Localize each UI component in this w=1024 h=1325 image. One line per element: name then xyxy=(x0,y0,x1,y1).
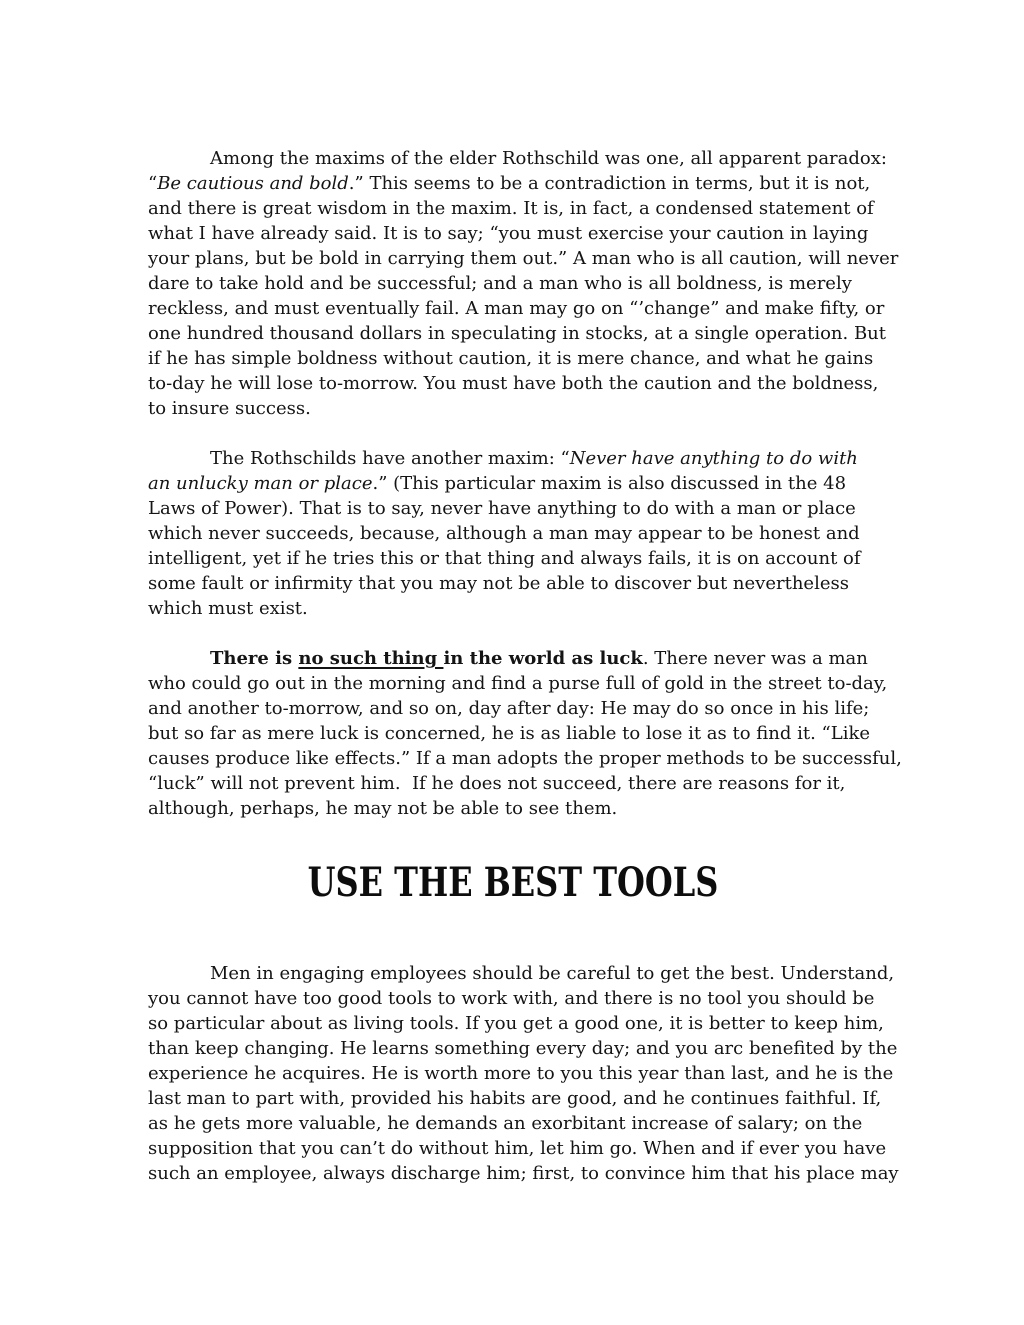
text-run: dare to take hold and be successful; and a man who is all boldness, is merely xyxy=(148,273,852,294)
text-line xyxy=(148,596,878,621)
text-run: Among the maxims of the elder Rothschild was one, all apparent paradox: xyxy=(210,148,887,169)
text-line xyxy=(148,1111,878,1136)
text-run: . There never was a man xyxy=(642,648,868,669)
text-run: which must exist. xyxy=(148,598,308,619)
text-line xyxy=(148,171,878,196)
text-run: so particular about as living tools. If you get a good one, it is better to keep him, xyxy=(148,1013,884,1034)
text-line xyxy=(148,271,878,296)
text-line xyxy=(148,961,895,986)
text-line xyxy=(148,321,886,346)
text-line xyxy=(148,746,902,771)
text-line xyxy=(148,986,878,1011)
text-run: your plans, but be bold in carrying them out.” A man who is all caution, will never xyxy=(148,248,899,269)
text-line xyxy=(148,646,878,671)
text-line xyxy=(148,521,878,546)
document-content xyxy=(148,146,902,1186)
text-line xyxy=(148,1011,884,1036)
text-line xyxy=(148,671,888,696)
text-run: There is xyxy=(210,648,299,669)
text-line xyxy=(148,246,899,271)
text-run: intelligent, yet if he tries this or that thing and always fails, it is on account of xyxy=(148,548,861,569)
text-line xyxy=(148,471,878,496)
text-run: no such thing xyxy=(298,648,444,669)
text-run: reckless, and must eventually fail. A man may go on “’change” and make fifty, or xyxy=(148,298,885,319)
text-run: Men in engaging employees should be careful to get the best. Understand, xyxy=(210,963,895,984)
text-run: .” This seems to be a contradiction in terms, but it is not, xyxy=(348,173,871,194)
text-line xyxy=(148,1161,899,1186)
text-line xyxy=(148,446,878,471)
text-run: in the world as luck xyxy=(443,648,643,669)
text-run: causes produce like effects.” If a man adopts the proper methods to be successful, xyxy=(148,748,902,769)
text-line xyxy=(148,721,878,746)
text-run: Laws of Power). That is to say, never have anything to do with a man or place xyxy=(148,498,856,519)
text-run: “luck” will not prevent him. If he does not succeed, there are reasons for it, xyxy=(148,773,846,794)
text-line xyxy=(148,146,887,171)
paragraph xyxy=(148,446,878,621)
text-run: some fault or infirmity that you may not be able to discover but nevertheless xyxy=(148,573,849,594)
text-run: as he gets more valuable, he demands an exorbitant increase of salary; on the xyxy=(148,1113,863,1134)
text-line xyxy=(148,296,885,321)
text-run: “ xyxy=(148,173,158,194)
text-run: to-day he will lose to-morrow. You must have both the caution and the boldness, xyxy=(148,373,879,394)
text-run: which never succeeds, because, although a man may appear to be honest and xyxy=(148,523,860,544)
text-line xyxy=(148,696,878,721)
text-run: but so far as mere luck is concerned, he is as liable to lose it as to find it. “Like xyxy=(148,723,871,744)
section-heading: USE THE BEST TOOLS xyxy=(307,859,719,906)
text-run: than keep changing. He learns something every day; and you arc benefited by the xyxy=(148,1038,898,1059)
text-run: one hundred thousand dollars in speculating in stocks, at a single operation. But xyxy=(148,323,886,344)
text-line xyxy=(148,1136,887,1161)
text-run: .” (This particular maxim is also discussed in the 48 xyxy=(372,473,847,494)
text-line xyxy=(148,196,878,221)
text-run: experience he acquires. He is worth more to you this year than last, and he is the xyxy=(148,1063,894,1084)
text-line xyxy=(148,1036,898,1061)
text-run: an unlucky man or place xyxy=(148,473,373,494)
text-line xyxy=(148,546,878,571)
text-line xyxy=(148,221,878,246)
paragraph xyxy=(148,146,899,421)
text-run: Never have anything to do with xyxy=(569,448,858,469)
text-line xyxy=(148,346,878,371)
text-run: last man to part with, provided his habits are good, and he continues faithful. If, xyxy=(148,1088,882,1109)
text-line xyxy=(148,1086,882,1111)
text-line xyxy=(148,371,878,396)
text-run: to insure success. xyxy=(148,398,311,419)
text-line xyxy=(148,796,878,821)
text-line xyxy=(148,496,878,521)
text-line xyxy=(148,771,878,796)
text-line xyxy=(148,571,878,596)
text-run: and another to-morrow, and so on, day after day: He may do so once in his life; xyxy=(148,698,870,719)
text-run: what I have already said. It is to say; “you must exercise your caution in laying xyxy=(148,223,869,244)
text-run: such an employee, always discharge him; first, to convince him that his place may xyxy=(148,1163,899,1184)
text-run: supposition that you can’t do without him, let him go. When and if ever you have xyxy=(148,1138,887,1159)
text-run: although, perhaps, he may not be able to see them. xyxy=(148,798,618,819)
text-run: and there is great wisdom in the maxim. It is, in fact, a condensed statement of xyxy=(148,198,874,219)
text-run: you cannot have too good tools to work with, and there is no tool you should be xyxy=(148,988,875,1009)
text-line xyxy=(148,1061,894,1086)
text-run: if he has simple boldness without caution, it is mere chance, and what he gains xyxy=(148,348,874,369)
paragraph xyxy=(148,646,902,821)
text-run: who could go out in the morning and find a purse full of gold in the street to-day, xyxy=(148,673,888,694)
text-run: Be cautious and bold xyxy=(157,173,349,194)
paragraph xyxy=(148,961,899,1186)
text-line xyxy=(148,396,878,421)
text-run: The Rothschilds have another maxim: “ xyxy=(210,448,570,469)
